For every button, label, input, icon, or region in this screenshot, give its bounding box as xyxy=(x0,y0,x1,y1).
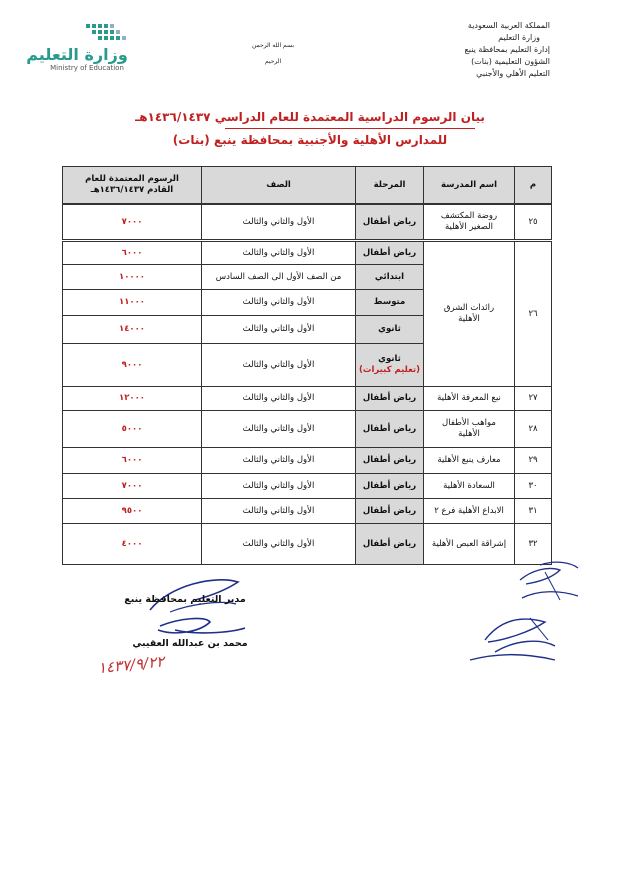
grade-cell: الأول والثاني والثالث xyxy=(201,289,356,316)
handwritten-date: ١٤٣٧/٩/٢٢ xyxy=(97,652,166,678)
stage-cell: ابتدائي xyxy=(355,264,424,290)
header-line: المملكة العربية السعودية xyxy=(467,21,550,30)
fee-cell: ٧٠٠٠ xyxy=(62,204,202,240)
grade-cell: من الصف الأول الى الصف السادس xyxy=(201,264,356,290)
row-number: ٢٥ xyxy=(514,204,552,240)
fee-cell: ٦٠٠٠ xyxy=(62,447,202,474)
basmala: بسم الله الرحمن الرحيم xyxy=(251,42,295,65)
grade-cell: الأول والثاني والثالث xyxy=(201,343,356,387)
director-name: محمد بن عبدالله العقيبي xyxy=(132,638,248,649)
header-line: إدارة التعليم بمحافظة ينبع xyxy=(464,45,550,54)
row-number: ٣٠ xyxy=(514,473,552,499)
grade-cell: الأول والثاني والثالث xyxy=(201,241,356,265)
grade-cell: الأول والثاني والثالث xyxy=(201,386,356,411)
stage-note: (تعليم كبيرات) xyxy=(359,365,420,375)
fee-cell: ٥٠٠٠ xyxy=(62,410,202,448)
row-number: ٢٧ xyxy=(514,386,552,411)
stage-cell: رياض أطفال xyxy=(355,473,424,499)
school-name: مواهب الأطفال الأهلية xyxy=(423,410,515,448)
stage-cell: متوسط xyxy=(355,289,424,316)
stage-cell: رياض أطفال xyxy=(355,204,424,240)
stage-cell: رياض أطفال xyxy=(355,386,424,411)
logo-arabic-text: وزارة التعليم xyxy=(26,45,128,64)
fee-cell: ١١٠٠٠ xyxy=(62,289,202,316)
header-line: وزارة التعليم xyxy=(498,33,540,42)
stage-cell: رياض أطفال xyxy=(355,523,424,565)
row-number: ٣٢ xyxy=(514,523,552,565)
stage-cell: رياض أطفال xyxy=(355,498,424,524)
fee-cell: ١٢٠٠٠ xyxy=(62,386,202,411)
header-num: م xyxy=(514,166,552,204)
header-line: التعليم الأهلي والأجنبي xyxy=(476,69,550,78)
school-name: رائدات الشرق الأهلية xyxy=(423,241,515,387)
school-name: إشراقة العبص الأهلية xyxy=(423,523,515,565)
header-grade: الصف xyxy=(201,166,356,204)
fee-cell: ٩٠٠٠ xyxy=(62,343,202,387)
document-title: بيان الرسوم الدراسية المعتمدة للعام الدراسي ١٤٣٦/١٤٣٧هـ xyxy=(135,110,485,124)
grade-cell: الأول والثاني والثالث xyxy=(201,315,356,344)
grade-cell: الأول والثاني والثالث xyxy=(201,447,356,474)
fee-cell: ٧٠٠٠ xyxy=(62,473,202,499)
school-name: نبع المعرفة الأهلية xyxy=(423,386,515,411)
header-line: الشؤون التعليمية (بنات) xyxy=(471,57,550,66)
fee-cell: ٤٠٠٠ xyxy=(62,523,202,565)
stage-cell: ثانوي xyxy=(355,315,424,344)
fee-cell: ١٠٠٠٠ xyxy=(62,264,202,290)
grade-cell: الأول والثاني والثالث xyxy=(201,498,356,524)
school-name: السعادة الأهلية xyxy=(423,473,515,499)
grade-cell: الأول والثاني والثالث xyxy=(201,410,356,448)
stage-cell: رياض أطفال xyxy=(355,410,424,448)
fee-cell: ٦٠٠٠ xyxy=(62,241,202,265)
row-number: ٣١ xyxy=(514,498,552,524)
grade-cell: الأول والثاني والثالث xyxy=(201,204,356,240)
fee-cell: ٩٥٠٠ xyxy=(62,498,202,524)
document-subtitle: للمدارس الأهلية والأجنبية بمحافظة ينبع (بنات) xyxy=(172,133,448,147)
school-name: الابداع الأهلية فرع ٢ xyxy=(423,498,515,524)
row-number: ٢٦ xyxy=(514,241,552,387)
header-school: اسم المدرسة xyxy=(423,166,515,204)
header-fee: الرسوم المعتمدة للعام القادم ١٤٣٦/١٤٣٧هـ xyxy=(62,166,202,204)
row-number: ٢٨ xyxy=(514,410,552,448)
row-number: ٢٩ xyxy=(514,447,552,474)
grade-cell: الأول والثاني والثالث xyxy=(201,523,356,565)
school-name: روضة المكتشف الصغير الأهلية xyxy=(423,204,515,240)
stage-cell: رياض أطفال xyxy=(355,241,424,265)
stage-cell: رياض أطفال xyxy=(355,447,424,474)
school-name: معارف ينبع الأهلية xyxy=(423,447,515,474)
header-stage: المرحلة xyxy=(355,166,424,204)
grade-cell: الأول والثاني والثالث xyxy=(201,473,356,499)
director-title: مدير التعليم بمحافظة ينبع xyxy=(124,594,246,605)
stage-label: ثانوي xyxy=(378,354,401,364)
fee-cell: ١٤٠٠٠ xyxy=(62,315,202,344)
logo-english-text: Ministry of Education xyxy=(50,64,124,72)
